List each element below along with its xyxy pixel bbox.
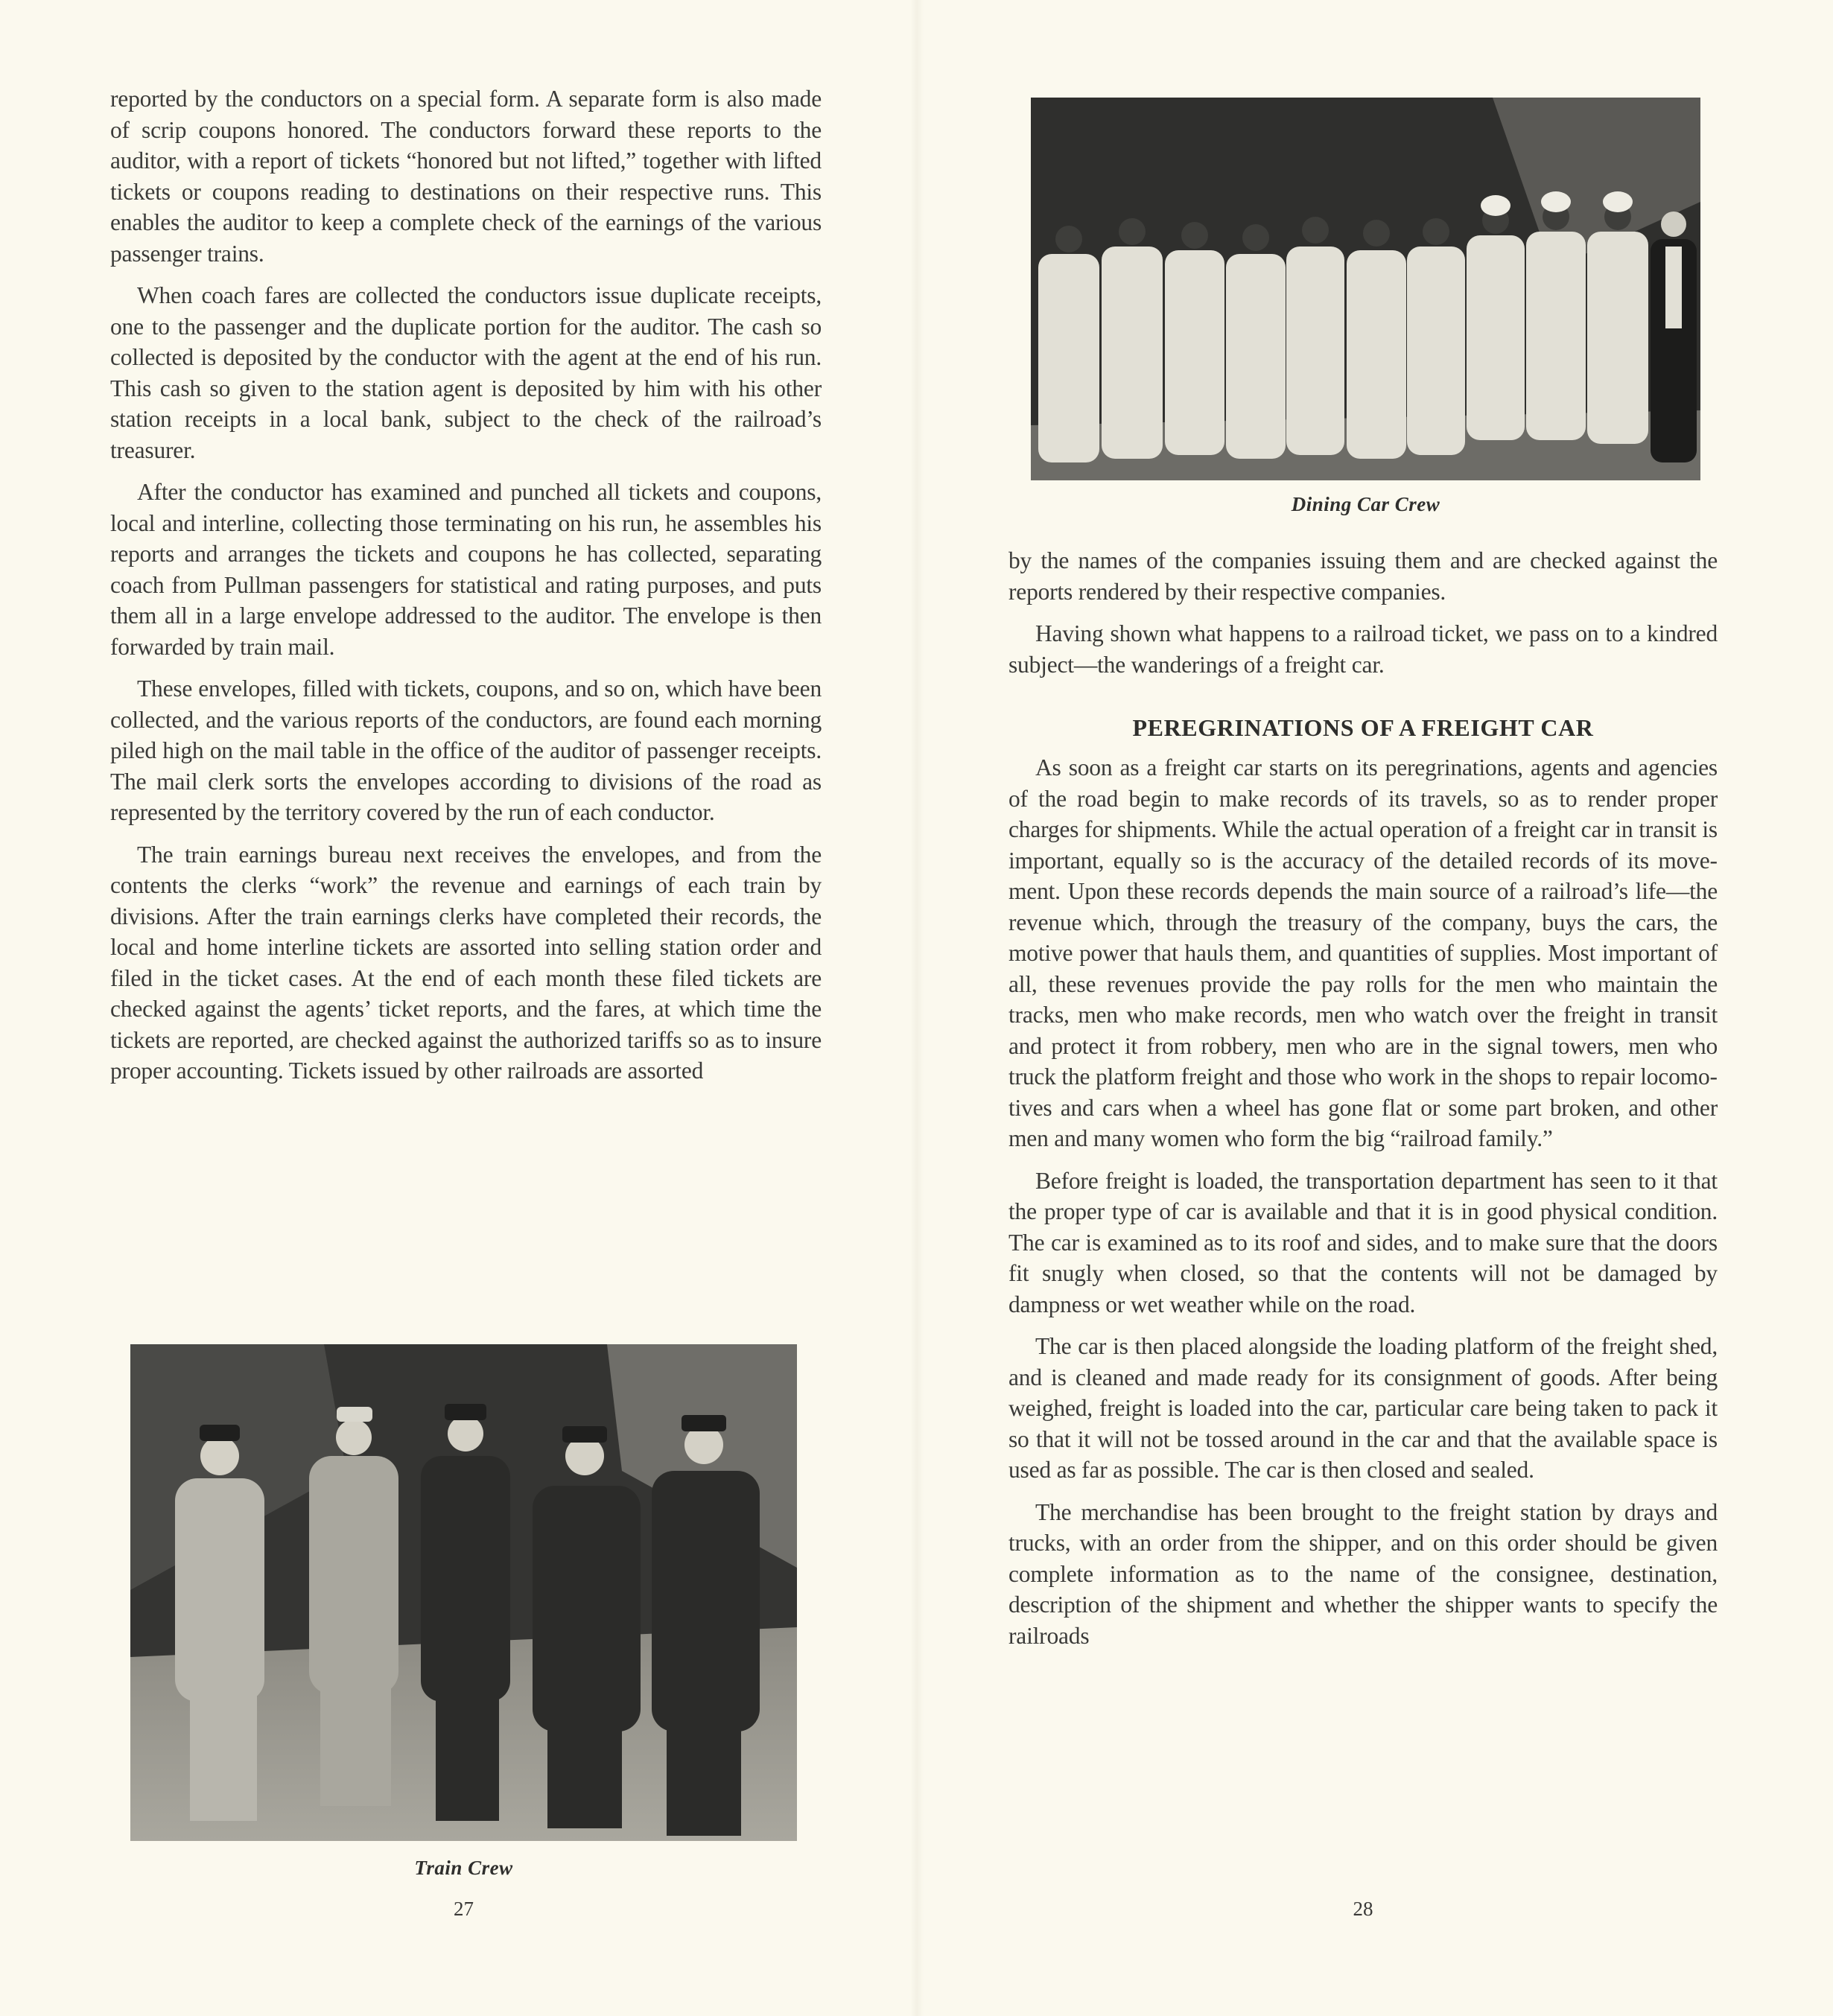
paragraph: The car is then placed alongside the loading platform of the freight shed, and is cleaned and made ready for its consignment of goods. After being weighed, freight is loaded into the car, particular care being taken to pack it so that it will not be tossed around in the car and that the available space is used as far as possible. The car is then closed and sealed.: [1008, 1333, 1718, 1483]
dining-car-crew-caption: Dining Car Crew: [1291, 493, 1440, 515]
paragraph: The merchandise has been brought to the freight station by drays and trucks, with an order from the shipper, and on this order should be given complete information as to the name of the consignee, destination, description of the shipment and whether the shipper wants to specify the railroads: [1008, 1498, 1718, 1649]
paragraph: These envelopes, filled with tickets, coupons, and so on, which have been collected, and the various reports of the conductors, are found each morning piled high on the mail table in the office of the auditor of passenger receipts. The mail clerk sorts the envelopes according to divisions of the road as represented by the territory covered by the run of each conductor.: [110, 675, 822, 825]
paragraph: by the names of the companies issuing them and are checked against the reports rendered by their respective companies.: [1008, 547, 1718, 605]
train-crew-caption: Train Crew: [414, 1857, 513, 1879]
right-page: [916, 0, 1833, 2016]
left-text-column: [110, 83, 822, 1098]
paragraph: The train earnings bureau next receives the envelopes, and from the contents the clerks “work” the revenue and earnings of each train by divisions. After the train earnings clerks have completed their records, the local and home interline tickets are assorted into selling station order and filed in the ticket cases. At the end of each month these filed tickets are checked against the agents’ ticket reports, and the fares, at which time the tickets are reported, are checked against the authorized tariffs so as to insure proper accounting. Tickets issued by other railroads are assorted: [110, 841, 822, 1084]
paragraph: Having shown what happens to a railroad ticket, we pass on to a kindred subject—the wanderings of a freight car.: [1008, 620, 1718, 678]
dining-car-crew-photo: [1031, 98, 1700, 480]
dining-car-crew-photo-image: [1031, 98, 1700, 480]
section-heading: PEREGRINATIONS OF A FREIGHT CAR: [1132, 714, 1594, 741]
paragraph: When coach fares are collected the conductors issue duplicate receipts, one to the passenger and the duplicate portion for the auditor. The cash so collected is deposited by the conductor with the agent at the end of his run. This cash so given to the station agent is deposited by him with his other station receipts in a local bank, subject to the check of the railroad’s treasurer.: [110, 282, 822, 463]
paragraph: After the conductor has examined and punched all tickets and coupons, local and interline, collecting those terminating on his run, he assembles his reports and arranges the tickets and coupons he has collected, separating coach from Pullman passengers for statistical and rating purposes, and puts them all in a large envelope addressed to the auditor. The envelope is then forwarded by train mail.: [110, 479, 822, 660]
train-crew-photo-image: [130, 1344, 797, 1841]
page-number-left: 27: [454, 1898, 474, 1920]
left-page: [0, 0, 916, 2016]
paragraph: Before freight is loaded, the transportation department has seen to it that the proper type of car is available and that it is in good physical condition. The car is examined as to its roof and sides, and to make sure that the doors fit snugly when closed, so that the contents will not be damaged by dampness or wet weather while on the road.: [1008, 1167, 1718, 1317]
paragraph: reported by the conductors on a special form. A separate form is also made of scrip coupons honored. The conductors forward these reports to the auditor, with a report of tickets “honored but not lifted,” together with lifted tickets or coupons reading to destinations on their respective runs. This enables the auditor to keep a complete check of the earnings of the various passenger trains.: [110, 86, 822, 267]
right-text-column: [1008, 545, 1718, 1662]
paragraph: As soon as a freight car starts on its peregrinations, agents and agencies of the road begin to make records of its travels, so as to render proper charges for shipments. While the actual operation of a freight car in transit is important, equally so is the accuracy of the detailed records of its movement. Upon these records depends the main source of a railroad’s life—the revenue which, through the treasury of the company, buys the cars, the motive power that hauls them, and quantities of supplies. Most important of all, these revenues provide the pay rolls for the men who maintain the tracks, men who make records, men who watch over the freight in transit and protect it from robbery, men who are in the signal towers, men who truck the platform freight and those who work in the shops to repair locomotives and cars when a wheel has gone flat or some part broken, and other men and many women who form the big “railroad family.”: [1008, 754, 1718, 1151]
page-number-right: 28: [1353, 1898, 1373, 1920]
train-crew-photo: [130, 1344, 797, 1841]
